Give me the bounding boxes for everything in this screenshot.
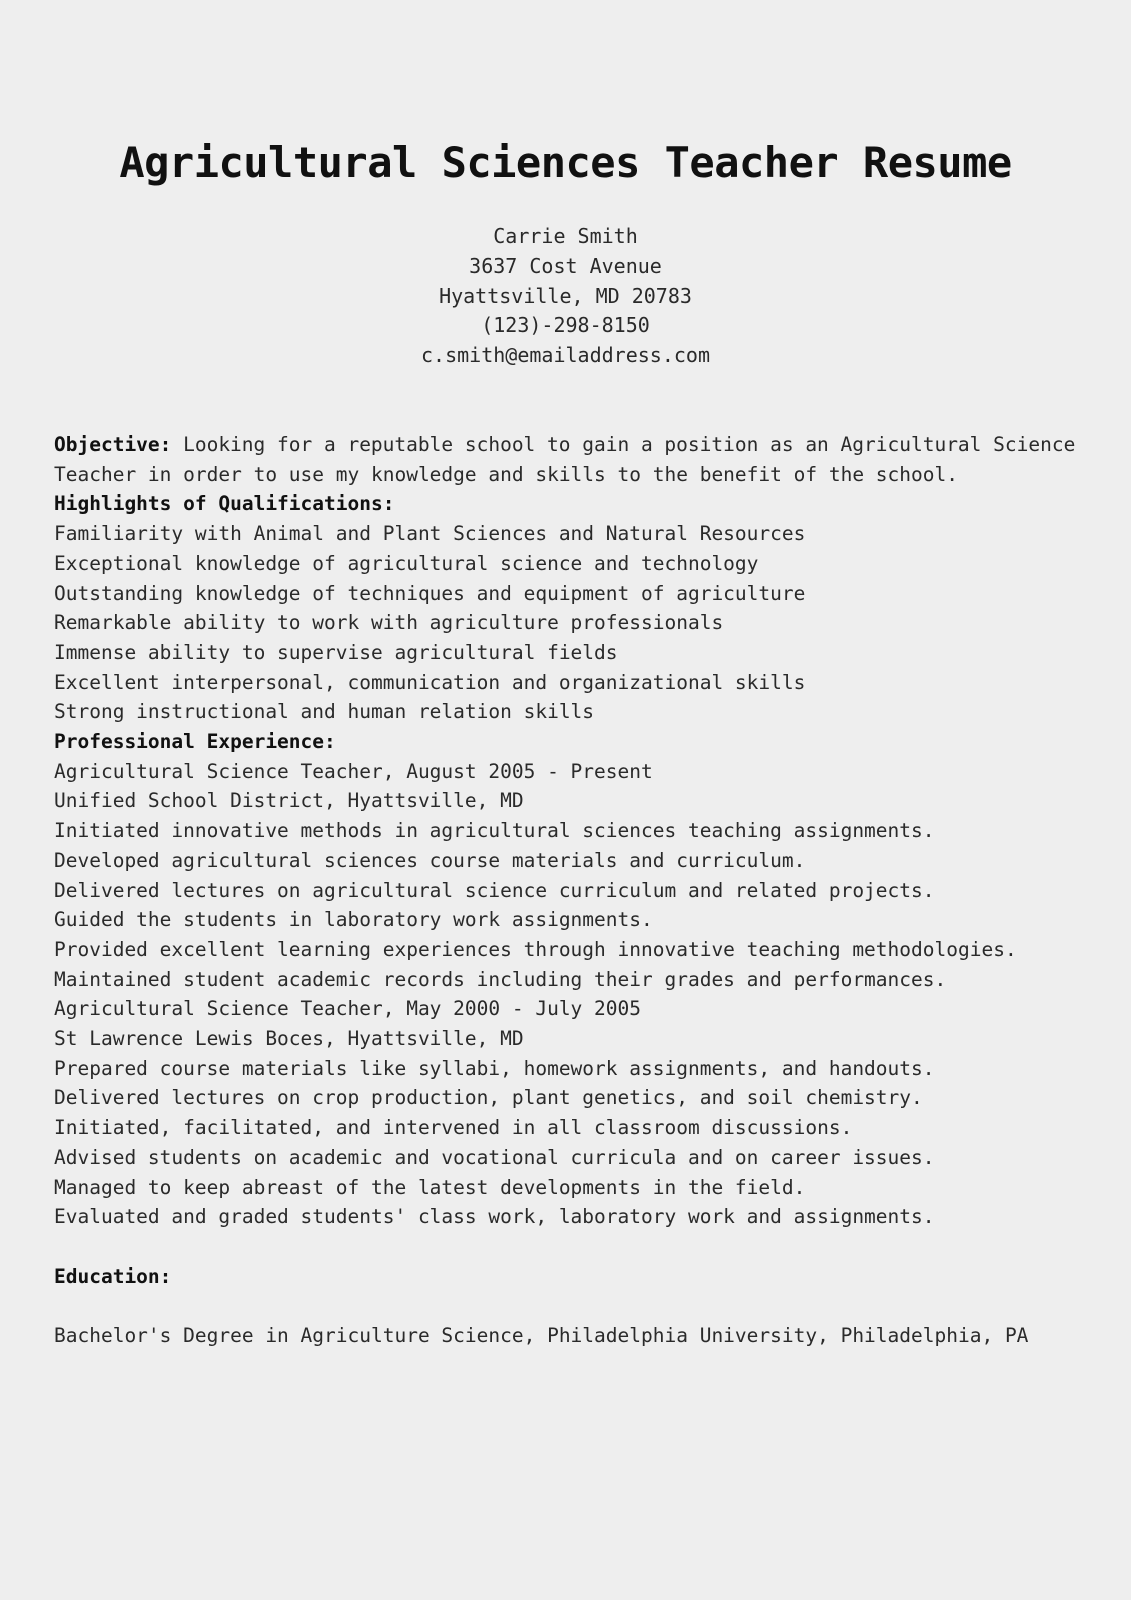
- job-duty: Initiated, facilitated, and intervened in all classroom discussions.: [54, 1116, 853, 1140]
- job-duty: Developed agricultural sciences course materials and curriculum.: [54, 848, 806, 872]
- education-degree: Bachelor's Degree in Agriculture Science, Philadelphia University, Philadelphia, PA: [54, 1324, 1029, 1348]
- contact-city-state-zip: Hyattsville, MD 20783: [439, 283, 692, 308]
- job-duty: Maintained student academic records including their grades and performances.: [54, 967, 947, 991]
- job-duty: Guided the students in laboratory work assignments.: [54, 908, 653, 932]
- job-title-dates: Agricultural Science Teacher, May 2000 - July 2005: [54, 997, 641, 1021]
- highlight-item: Remarkable ability to work with agriculture professionals: [54, 611, 724, 635]
- education-heading: Education:: [54, 1264, 172, 1288]
- job-duty: Managed to keep abreast of the latest developments in the field.: [54, 1175, 806, 1199]
- resume-title: Agricultural Sciences Teacher Resume: [119, 138, 1012, 187]
- job-employer: St Lawrence Lewis Boces, Hyattsville, MD: [54, 1027, 524, 1051]
- section-spacer: [54, 1232, 1114, 1262]
- highlight-item: Strong instructional and human relation skills: [54, 700, 595, 724]
- job-title-dates: Agricultural Science Teacher, August 2005 - Present: [54, 759, 653, 783]
- highlight-item: Exceptional knowledge of agricultural science and technology: [54, 551, 759, 575]
- job-duty: Initiated innovative methods in agricultural sciences teaching assignments.: [54, 819, 935, 843]
- job-duty: Delivered lectures on agricultural science curriculum and related projects.: [54, 878, 935, 902]
- contact-phone: (123)-298-8150: [481, 313, 650, 338]
- job-duty: Provided excellent learning experiences through innovative teaching methodologies.: [54, 937, 1017, 961]
- job-duty: Advised students on academic and vocational curricula and on career issues.: [54, 1145, 935, 1169]
- contact-email: c.smith@emailaddress.com: [421, 343, 710, 368]
- highlight-item: Immense ability to supervise agricultural fields: [54, 640, 618, 664]
- experience-heading: Professional Experience:: [54, 730, 336, 754]
- contact-block: [0, 222, 1131, 371]
- objective-text: Looking for a reputable school to gain a position as an Agricultural Science Teacher in order to use my knowledge and skills to the benefit of the school.: [54, 433, 1076, 486]
- job-duty: Evaluated and graded students' class work, laboratory work and assignments.: [54, 1205, 935, 1229]
- job-duty: Delivered lectures on crop production, plant genetics, and soil chemistry.: [54, 1086, 923, 1110]
- highlight-item: Familiarity with Animal and Plant Sciences and Natural Resources: [54, 522, 806, 546]
- contact-street: 3637 Cost Avenue: [469, 253, 662, 278]
- objective-section: [54, 430, 1114, 489]
- highlights-heading: Highlights of Qualifications:: [54, 492, 395, 516]
- job-employer: Unified School District, Hyattsville, MD: [54, 789, 524, 813]
- contact-name: Carrie Smith: [493, 224, 638, 248]
- resume-body: [54, 430, 1114, 1351]
- job-duty: Prepared course materials like syllabi, homework assignments, and handouts.: [54, 1056, 935, 1080]
- objective-label: Objective:: [54, 433, 172, 456]
- highlight-item: Outstanding knowledge of techniques and equipment of agriculture: [54, 581, 806, 605]
- highlight-item: Excellent interpersonal, communication and organizational skills: [54, 670, 806, 694]
- section-spacer: [54, 1291, 1114, 1321]
